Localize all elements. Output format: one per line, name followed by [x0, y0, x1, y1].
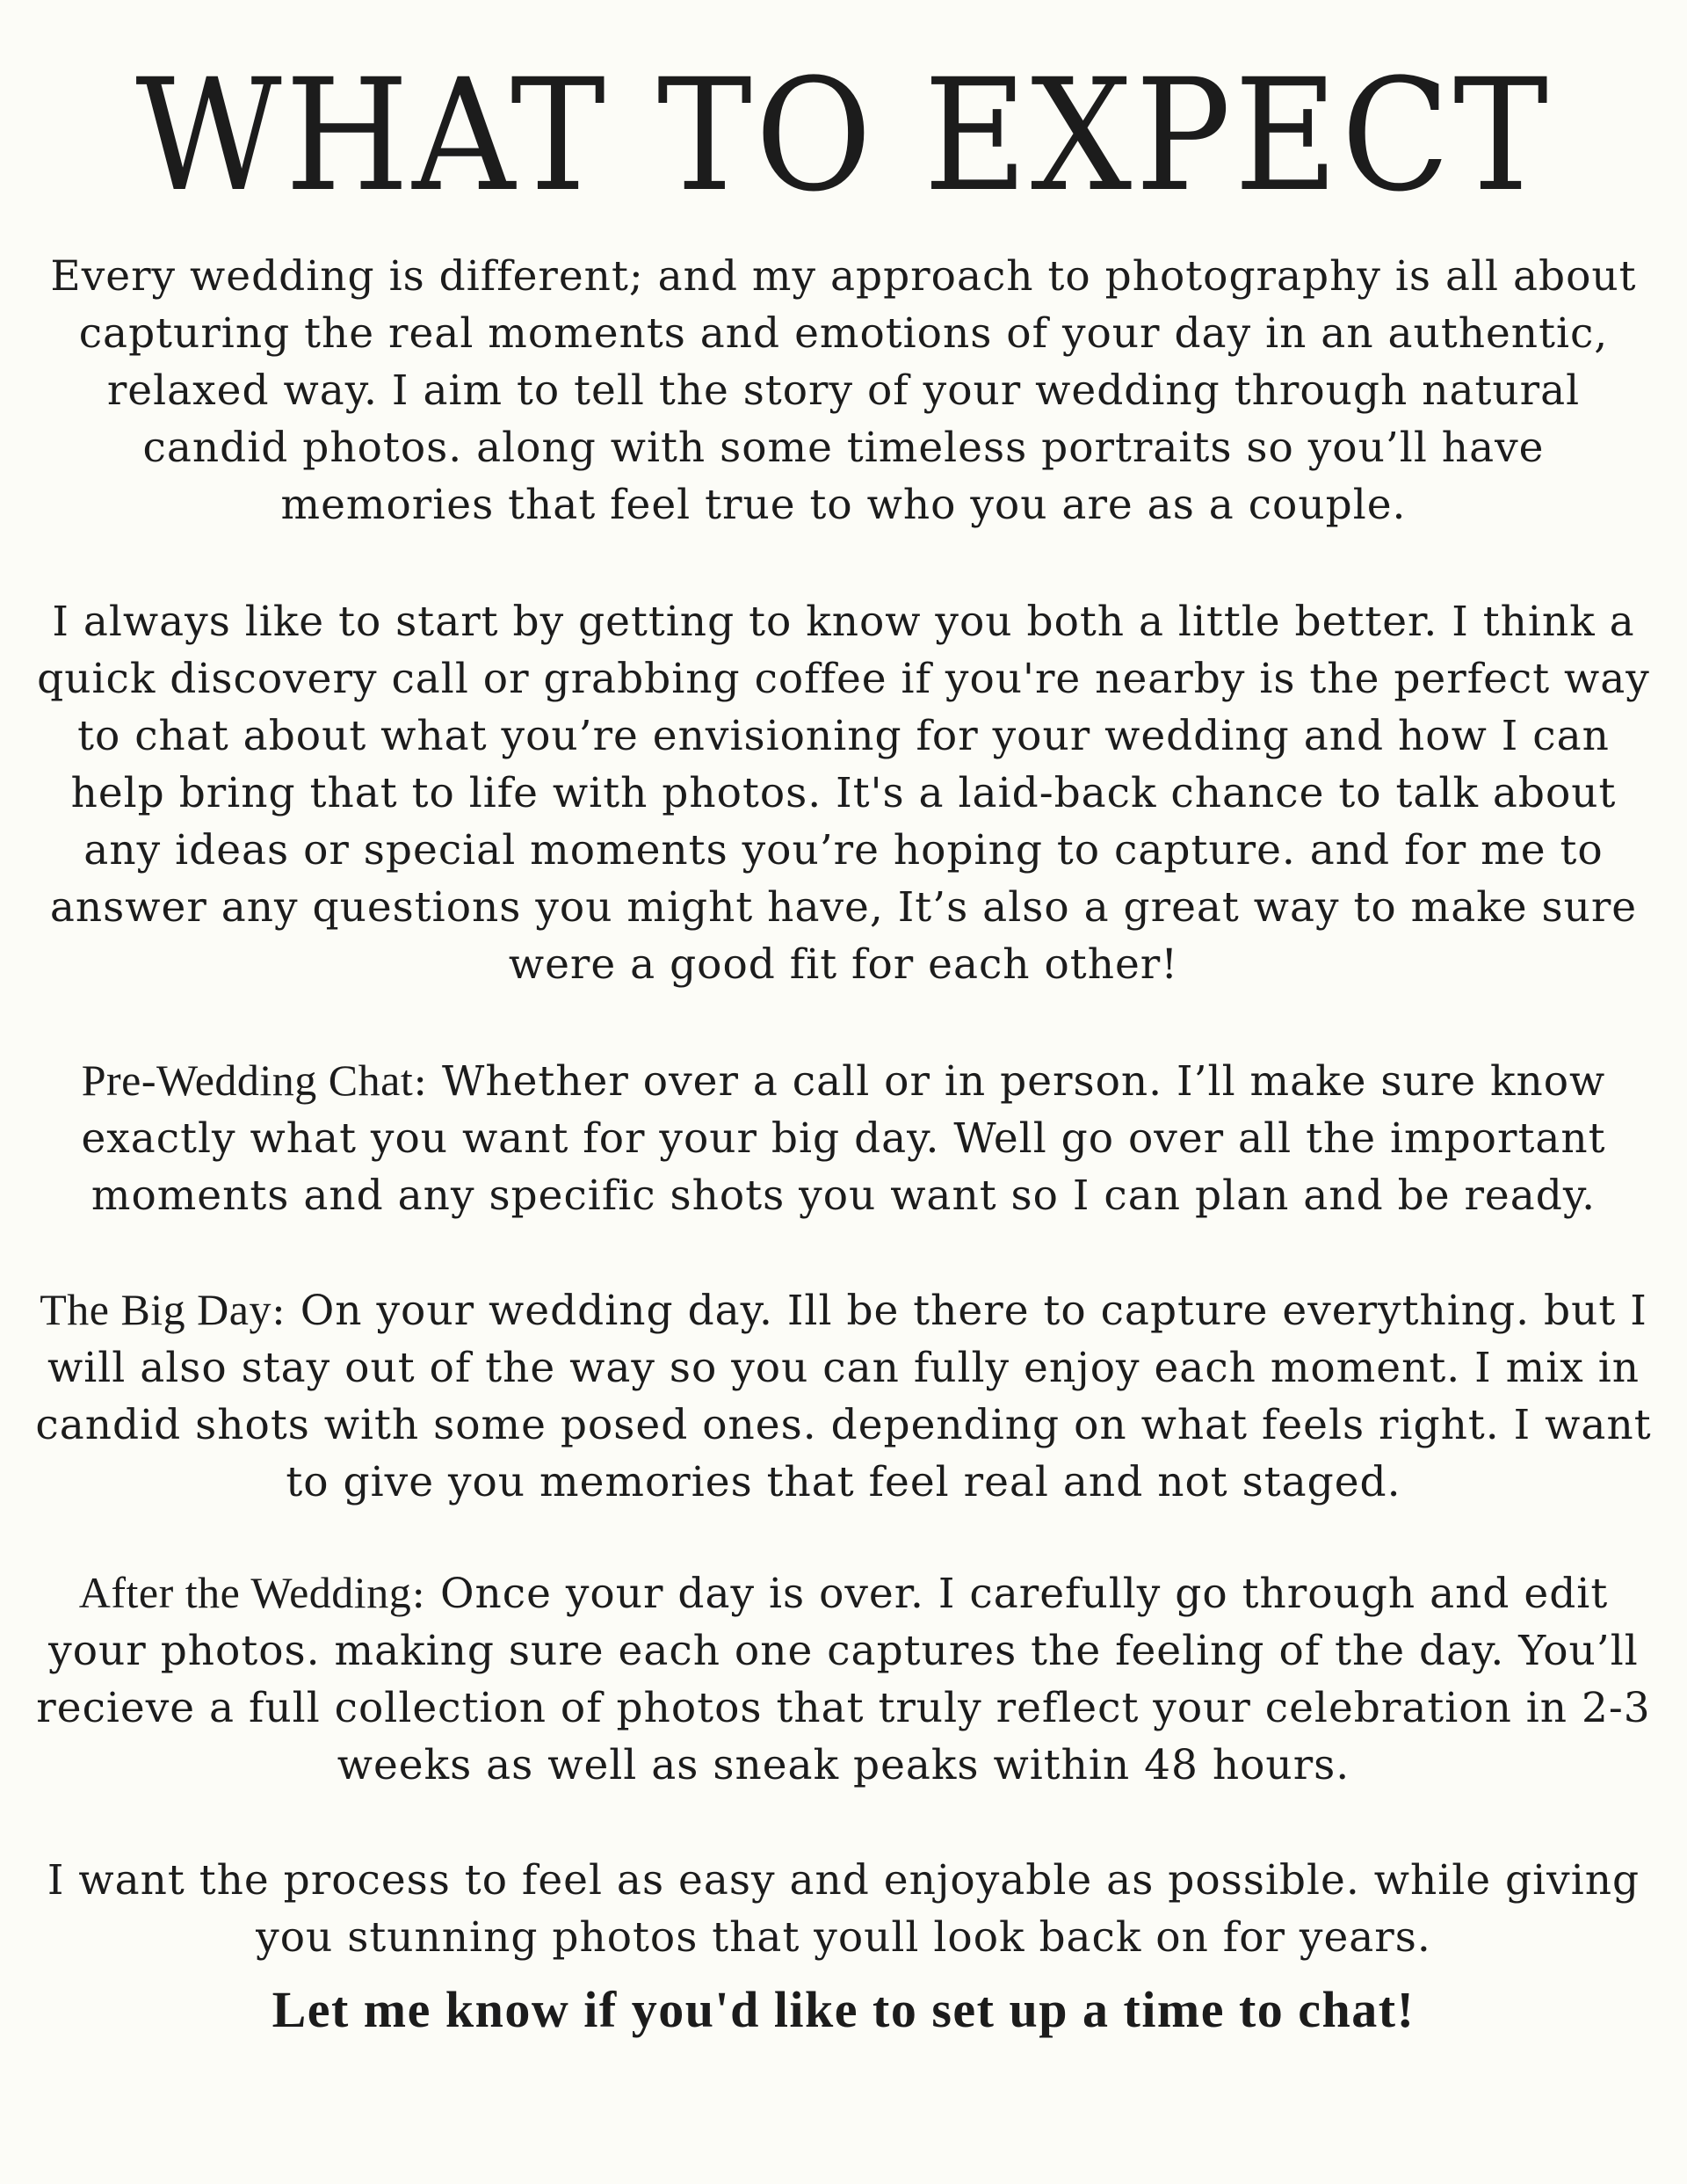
big-day-label: The Big Day	[40, 1285, 272, 1334]
pre-wedding-text: : Whether over a call or in person. I’ll make sure know exactly what you want for your big day. Well go over all the important moments and any specific shots you want so I can plan and be ready.	[81, 1057, 1606, 1220]
discovery-paragraph: I always like to start by getting to know you both a little better. I think a quick discovery call or grabbing coffee if you're nearby is the perfect way to chat about what you’re envisioning for your wedding and how I can help bring that to life with photos. It's a laid-back chance to talk about any ideas or special moments you’re hoping to capture. and for me to answer any questions you might have, It’s also a great way to make sure were a good fit for each other!	[37, 598, 1650, 989]
outro-paragraph: I want the process to feel as easy and enjoyable as possible. while giving you stunning photos that youll look back on for years.	[47, 1856, 1640, 1962]
after-wedding-label: After the Wedding	[78, 1568, 412, 1617]
big-day-paragraph	[35, 1281, 1652, 1511]
pre-wedding-paragraph	[35, 1052, 1652, 1224]
pre-wedding-label: Pre-Wedding Chat	[81, 1056, 414, 1105]
closing-line: Let me know if you'd like to set up a time to chat!	[272, 1981, 1415, 2038]
after-wedding-paragraph	[35, 1564, 1652, 1794]
page-title: WHAT TO EXPECT	[135, 46, 1552, 226]
intro-paragraph: Every wedding is different; and my approach to photography is all about capturing the real moments and emotions of your day in an authentic, relaxed way. I aim to tell the story of your wedding through natural candid photos. along with some timeless portraits so you’ll have memories that feel true to who you are as a couple.	[50, 252, 1637, 529]
big-day-text: : On your wedding day. Ill be there to capture everything. but I will also stay out of the way so you can fully enjoy each moment. I mix in candid shots with some posed ones. depending on what feels right. I want to give you memories that feel real and not staged.	[35, 1287, 1652, 1506]
after-wedding-text: : Once your day is over. I carefully go through and edit your photos. making sure each one captures the feeling of the day. You’ll recieve a full collection of photos that truly reflect your celebration in 2-3 weeks as well as sneak peaks within 48 hours.	[36, 1570, 1651, 1789]
